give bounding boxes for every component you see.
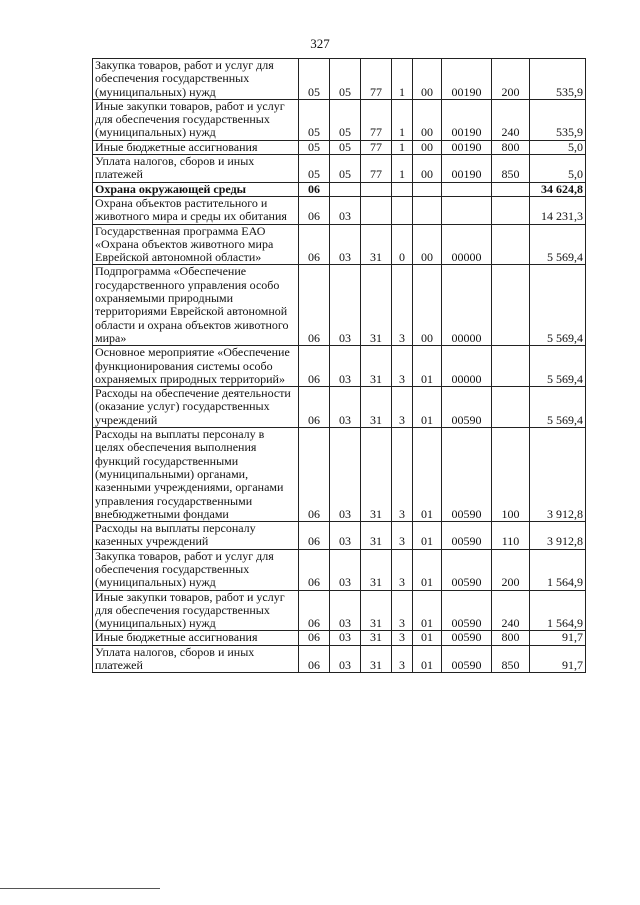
- program-code-cell: 77: [361, 99, 392, 140]
- program-code-cell: 31: [361, 645, 392, 673]
- subprogram-code-cell: 3: [392, 387, 413, 428]
- table-row: [93, 140, 586, 154]
- subprogram-code-cell: 0: [392, 224, 413, 265]
- expense-type-cell: 100: [492, 428, 530, 522]
- table-row: [93, 645, 586, 673]
- subprogram-code-cell: 3: [392, 346, 413, 387]
- direction-code-cell: [442, 182, 492, 196]
- row-name-cell: Государственная программа ЕАО «Охрана объектов животного мира Еврейской автономной области»: [93, 224, 299, 265]
- table-row: [93, 522, 586, 550]
- row-name-cell: Расходы на выплаты персоналу казенных учреждений: [93, 522, 299, 550]
- scan-margin-line: [0, 888, 160, 889]
- measure-code-cell: 01: [413, 549, 442, 590]
- row-name-cell: Иные закупки товаров, работ и услуг для обеспечения государственных (муниципальных) нужд: [93, 99, 299, 140]
- section-code-cell: 06: [299, 645, 330, 673]
- amount-cell: 91,7: [530, 645, 586, 673]
- row-name-cell: Уплата налогов, сборов и иных платежей: [93, 155, 299, 183]
- section-code-cell: 06: [299, 631, 330, 645]
- subsection-code-cell: 03: [330, 590, 361, 631]
- subprogram-code-cell: 3: [392, 645, 413, 673]
- subprogram-code-cell: 3: [392, 265, 413, 346]
- amount-cell: 5,0: [530, 155, 586, 183]
- measure-code-cell: 00: [413, 59, 442, 100]
- subsection-code-cell: 03: [330, 224, 361, 265]
- subsection-code-cell: [330, 182, 361, 196]
- table-row: [93, 59, 586, 100]
- row-name-cell: Иные бюджетные ассигнования: [93, 631, 299, 645]
- amount-cell: 34 624,8: [530, 182, 586, 196]
- section-code-cell: 06: [299, 346, 330, 387]
- direction-code-cell: [442, 196, 492, 224]
- expense-type-cell: 240: [492, 590, 530, 631]
- subsection-code-cell: 05: [330, 155, 361, 183]
- section-code-cell: 05: [299, 155, 330, 183]
- program-code-cell: 31: [361, 549, 392, 590]
- table-row: [93, 346, 586, 387]
- table-row: [93, 631, 586, 645]
- table-row: [93, 196, 586, 224]
- direction-code-cell: 00590: [442, 631, 492, 645]
- program-code-cell: 31: [361, 428, 392, 522]
- row-name-cell: Расходы на выплаты персоналу в целях обеспечения выполнения функций государственными (муниципальными) органами, казенными учреждениями, органами управления государственными внебюджетными фондами: [93, 428, 299, 522]
- measure-code-cell: [413, 182, 442, 196]
- expense-type-cell: 110: [492, 522, 530, 550]
- expense-type-cell: [492, 224, 530, 265]
- direction-code-cell: 00590: [442, 428, 492, 522]
- table-row: [93, 224, 586, 265]
- amount-cell: 14 231,3: [530, 196, 586, 224]
- direction-code-cell: 00590: [442, 645, 492, 673]
- expense-type-cell: 240: [492, 99, 530, 140]
- measure-code-cell: 01: [413, 590, 442, 631]
- subprogram-code-cell: 1: [392, 140, 413, 154]
- subsection-code-cell: 03: [330, 631, 361, 645]
- subsection-code-cell: 05: [330, 140, 361, 154]
- section-code-cell: 06: [299, 522, 330, 550]
- subsection-code-cell: 03: [330, 549, 361, 590]
- table-row: [93, 182, 586, 196]
- table-row: [93, 265, 586, 346]
- program-code-cell: 31: [361, 224, 392, 265]
- measure-code-cell: 01: [413, 645, 442, 673]
- program-code-cell: 31: [361, 346, 392, 387]
- amount-cell: 5 569,4: [530, 387, 586, 428]
- subsection-code-cell: 03: [330, 265, 361, 346]
- measure-code-cell: 00: [413, 265, 442, 346]
- table-row: [93, 155, 586, 183]
- subsection-code-cell: 03: [330, 522, 361, 550]
- section-code-cell: 06: [299, 182, 330, 196]
- subprogram-code-cell: [392, 182, 413, 196]
- subprogram-code-cell: 1: [392, 155, 413, 183]
- direction-code-cell: 00590: [442, 387, 492, 428]
- program-code-cell: [361, 196, 392, 224]
- expense-type-cell: [492, 346, 530, 387]
- amount-cell: 3 912,8: [530, 522, 586, 550]
- amount-cell: 5 569,4: [530, 265, 586, 346]
- expense-type-cell: 800: [492, 631, 530, 645]
- subprogram-code-cell: 3: [392, 549, 413, 590]
- table-row: [93, 428, 586, 522]
- measure-code-cell: 01: [413, 346, 442, 387]
- expense-type-cell: [492, 387, 530, 428]
- measure-code-cell: 01: [413, 428, 442, 522]
- program-code-cell: 31: [361, 590, 392, 631]
- row-name-cell: Подпрограмма «Обеспечение государственного управления особо охраняемыми природными территориями Еврейской автономной области и охрана объектов животного мира»: [93, 265, 299, 346]
- direction-code-cell: 00590: [442, 590, 492, 631]
- table-row: [93, 387, 586, 428]
- amount-cell: 5 569,4: [530, 346, 586, 387]
- expense-type-cell: 200: [492, 59, 530, 100]
- direction-code-cell: 00000: [442, 265, 492, 346]
- subsection-code-cell: 03: [330, 387, 361, 428]
- expense-type-cell: 850: [492, 155, 530, 183]
- table-row: [93, 590, 586, 631]
- row-name-cell: Иные бюджетные ассигнования: [93, 140, 299, 154]
- section-code-cell: 06: [299, 590, 330, 631]
- direction-code-cell: 00000: [442, 346, 492, 387]
- program-code-cell: 77: [361, 59, 392, 100]
- section-code-cell: 05: [299, 140, 330, 154]
- measure-code-cell: 00: [413, 140, 442, 154]
- expense-type-cell: [492, 196, 530, 224]
- subprogram-code-cell: 3: [392, 522, 413, 550]
- amount-cell: 5,0: [530, 140, 586, 154]
- amount-cell: 535,9: [530, 99, 586, 140]
- row-name-cell: Закупка товаров, работ и услуг для обеспечения государственных (муниципальных) нужд: [93, 549, 299, 590]
- subsection-code-cell: 03: [330, 346, 361, 387]
- section-code-cell: 06: [299, 428, 330, 522]
- amount-cell: 91,7: [530, 631, 586, 645]
- subsection-code-cell: 05: [330, 59, 361, 100]
- expense-type-cell: [492, 182, 530, 196]
- amount-cell: 1 564,9: [530, 590, 586, 631]
- direction-code-cell: 00190: [442, 155, 492, 183]
- measure-code-cell: 01: [413, 387, 442, 428]
- expense-type-cell: [492, 265, 530, 346]
- subprogram-code-cell: 3: [392, 590, 413, 631]
- amount-cell: 535,9: [530, 59, 586, 100]
- direction-code-cell: 00190: [442, 140, 492, 154]
- row-name-cell: Охрана окружающей среды: [93, 182, 299, 196]
- section-code-cell: 06: [299, 387, 330, 428]
- amount-cell: 5 569,4: [530, 224, 586, 265]
- section-code-cell: 06: [299, 265, 330, 346]
- direction-code-cell: 00190: [442, 99, 492, 140]
- amount-cell: 3 912,8: [530, 428, 586, 522]
- expense-type-cell: 850: [492, 645, 530, 673]
- row-name-cell: Уплата налогов, сборов и иных платежей: [93, 645, 299, 673]
- row-name-cell: Расходы на обеспечение деятельности (оказание услуг) государственных учреждений: [93, 387, 299, 428]
- program-code-cell: 77: [361, 140, 392, 154]
- section-code-cell: 06: [299, 196, 330, 224]
- section-code-cell: 06: [299, 549, 330, 590]
- row-name-cell: Закупка товаров, работ и услуг для обеспечения государственных (муниципальных) нужд: [93, 59, 299, 100]
- subprogram-code-cell: 3: [392, 631, 413, 645]
- section-code-cell: 05: [299, 59, 330, 100]
- direction-code-cell: 00000: [442, 224, 492, 265]
- budget-table: [92, 58, 586, 673]
- expense-type-cell: 200: [492, 549, 530, 590]
- program-code-cell: 77: [361, 155, 392, 183]
- subsection-code-cell: 03: [330, 645, 361, 673]
- program-code-cell: 31: [361, 387, 392, 428]
- measure-code-cell: 01: [413, 631, 442, 645]
- measure-code-cell: 01: [413, 522, 442, 550]
- amount-cell: 1 564,9: [530, 549, 586, 590]
- subprogram-code-cell: 1: [392, 99, 413, 140]
- table-row: [93, 549, 586, 590]
- subsection-code-cell: 03: [330, 196, 361, 224]
- page-number: 327: [310, 36, 330, 51]
- subprogram-code-cell: [392, 196, 413, 224]
- row-name-cell: Охрана объектов растительного и животного мира и среды их обитания: [93, 196, 299, 224]
- row-name-cell: Основное мероприятие «Обеспечение функционирования системы особо охраняемых природных территорий»: [93, 346, 299, 387]
- section-code-cell: 05: [299, 99, 330, 140]
- expense-type-cell: 800: [492, 140, 530, 154]
- subsection-code-cell: 05: [330, 99, 361, 140]
- row-name-cell: Иные закупки товаров, работ и услуг для обеспечения государственных (муниципальных) нужд: [93, 590, 299, 631]
- subprogram-code-cell: 3: [392, 428, 413, 522]
- table-row: [93, 99, 586, 140]
- program-code-cell: 31: [361, 522, 392, 550]
- subprogram-code-cell: 1: [392, 59, 413, 100]
- program-code-cell: [361, 182, 392, 196]
- measure-code-cell: [413, 196, 442, 224]
- direction-code-cell: 00590: [442, 549, 492, 590]
- direction-code-cell: 00590: [442, 522, 492, 550]
- measure-code-cell: 00: [413, 155, 442, 183]
- measure-code-cell: 00: [413, 99, 442, 140]
- program-code-cell: 31: [361, 631, 392, 645]
- section-code-cell: 06: [299, 224, 330, 265]
- direction-code-cell: 00190: [442, 59, 492, 100]
- subsection-code-cell: 03: [330, 428, 361, 522]
- measure-code-cell: 00: [413, 224, 442, 265]
- program-code-cell: 31: [361, 265, 392, 346]
